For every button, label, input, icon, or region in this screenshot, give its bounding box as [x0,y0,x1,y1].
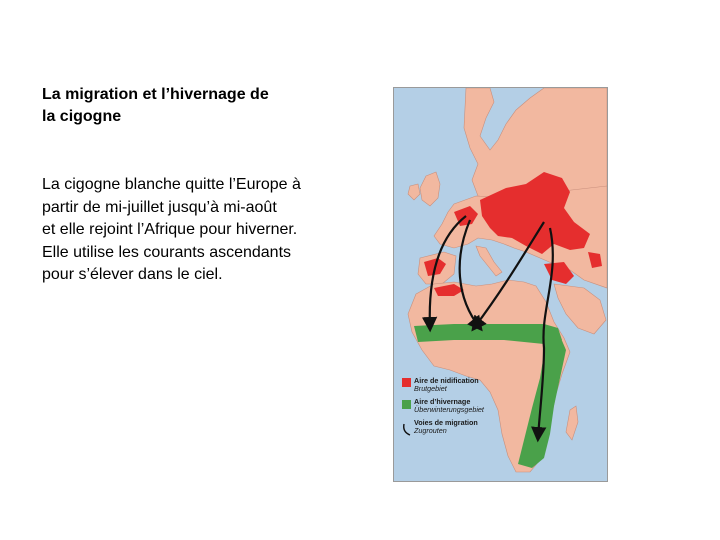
slide-body-text [42,174,372,287]
body-line-5: pour s’élever dans le ciel. [42,266,223,283]
migration-map-svg [394,88,607,481]
legend-label-routes-de: Zugrouten [414,426,447,435]
title-line-1: La migration et l’hivernage de [42,86,269,103]
body-line-3: et elle rejoint l’Afrique pour hiverner. [42,221,298,238]
green-swatch-icon [402,400,411,409]
body-line-1: La cigogne blanche quitte l’Europe à [42,176,301,193]
body-line-4: Elle utilise les courants ascendants [42,243,292,261]
legend-label-breeding-de: Brutgebiet [414,384,447,393]
migration-map [393,87,608,482]
legend-label-breeding: Aire de nidification [414,376,479,385]
legend-label-wintering-de: Überwinterungsgebiet [414,405,484,414]
body-line-2: partir de mi-juillet jusqu’à mi-août [42,198,277,216]
slide-title [42,84,342,128]
red-swatch-icon [402,378,411,387]
map-legend [402,376,485,435]
title-line-2: la cigogne [42,108,122,125]
legend-label-wintering: Aire d’hivernage [414,397,471,406]
legend-label-routes: Voies de migration [414,418,478,427]
